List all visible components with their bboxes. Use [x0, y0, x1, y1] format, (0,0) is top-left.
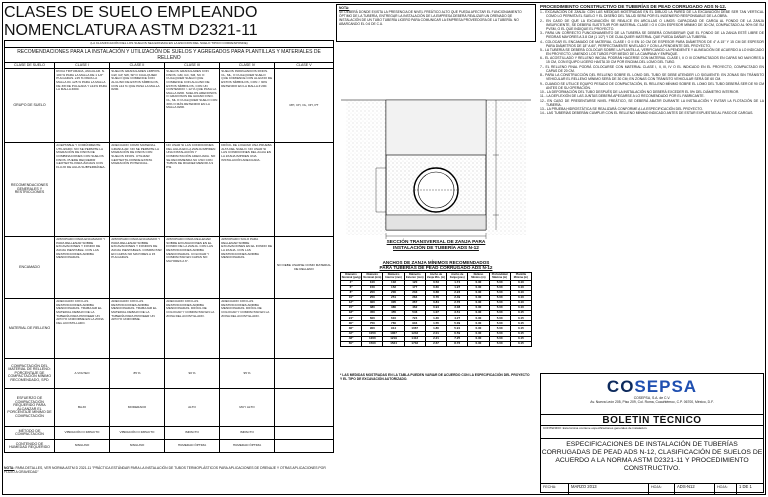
- table-cell: 0.15: [510, 326, 531, 331]
- table-cell: 2.67: [425, 341, 446, 346]
- procedure-step: 3.- PARA UN CORRECTO FUNCIONAMIENTO DE LA TUBERÍA SE DEBERÁ CONSIDERAR QUE EL FONDO DE LA ZANJA ESTÉ LIBRE DE PIEDRAS MAYORES A 3.8 CM (1 1/2") Y DE CUALQUIER MATERIAL QUE PUEDA DAÑAR LA TUBERÍA.: [540, 31, 764, 40]
- row-label: COMPACTACIÓN DEL MATERIAL DE RELLENO: PORCENTAJE DE COMPACTACIÓN MÍNIMO RECOMENDADO, SPD: [5, 359, 55, 389]
- bulletin-row: [541, 414, 763, 426]
- table-cell: 2.21: [425, 336, 446, 341]
- table-header-row: [341, 273, 532, 281]
- table-cell: 5.00: [489, 285, 510, 290]
- table-cell: 2.49: [447, 295, 468, 300]
- table-cell: 102: [383, 280, 404, 285]
- table-cell: 0.15: [510, 336, 531, 341]
- table-cell: 152: [383, 285, 404, 290]
- trench-caption-line1: SECCIÓN TRANSVERSAL DE ZANJA PARA: [386, 240, 486, 245]
- sheet-label: HOJA:: [715, 484, 737, 494]
- table-cell: 15": [341, 306, 362, 311]
- table-cell: 0.10: [510, 306, 531, 311]
- table-cell: 2.23: [447, 290, 468, 295]
- table-row: [5, 389, 334, 427]
- table-cell: 251: [383, 295, 404, 300]
- table-cell: 0.30: [468, 311, 489, 316]
- table-cell: 0.30: [468, 290, 489, 295]
- table-cell: NO DEBE USARSE COMO MATERIAL DE RELLENO: [275, 237, 334, 299]
- column-header: Ancho de Zanja (pies): [447, 273, 468, 281]
- procedure-step: 11.- LA DEFLEXIÓN DE LAS JUNTAS DEBERÁ APEGARSE A LO RECOMENDADO POR EL FABRICANTE.: [540, 94, 705, 99]
- table-cell: 5.00: [489, 306, 510, 311]
- table-cell: 48": [341, 336, 362, 341]
- table-cell: 0.30: [468, 331, 489, 336]
- table-row: [5, 440, 334, 453]
- procedure-step: 2.- EN CASO DE QUE LA EXCAVACIÓN SE REALICE EN ARCILLAS O LIMOS: CAPACIDAD DE CARGA AL FONDO DE LA ZANJA INSUFICIENTE, SE DEBERÁ SUSTITUIR POR MATERIAL CLASE I O II CON ESPESOR MÍNIMO DE 30 CM, COMPACTADO AL 90% DE SU PVSM, O EL QUE INDIQUE EL PROYECTO.: [540, 18, 764, 31]
- table-cell: APROPIADO PARA RELLENAR SOBRE EXCAVACIONES EN EL FONDO DE LA ZANJA. CON LAS RESTRICCIONES ARRIBA MENCIONADAS. COLOCAR Y COMPACTAR EN CAPAS NO MAYORES A 6".: [165, 237, 220, 299]
- table-cell: A VOLTEO: [55, 359, 110, 389]
- table-cell: SUELOS INORGANICOS FINOS. CL, ML, O CUALQUIER SUELO QUE COMIENCE CON ALGUNO DE ESTOS SÍMBOLOS, CON < 30% RETENIDO EN LA MALLA # 200.: [220, 69, 275, 143]
- table-cell: 7.25: [447, 336, 468, 341]
- trench-widths-title: [336, 260, 536, 271]
- table-cell: 0.15: [510, 341, 531, 346]
- trench-widths-note: * LAS MEDIDAS MOSTRADAS EN LA TABLA PUEDEN VARIAR DE ACUERDO CON LA ESPECIFICACIÓN DEL PROYECTO Y EL TIPO DE EXCAVACIÓN AUTORIZADO.: [340, 373, 530, 381]
- construction-procedure: [540, 4, 764, 116]
- table-cell: VIBRACIÓN O IMPACTO: [110, 427, 165, 440]
- table-cell: 200: [383, 290, 404, 295]
- row-label: ESFUERZO DE COMPACTACIÓN REQUERIDO PARA ALCANZAR EL PORCENTAJE MÍNIMO DE COMPACTACIÓN: [5, 389, 55, 427]
- sheet-description: ESPECIFICACIONES DE INSTALACIÓN DE TUBERÍAS CORRUGADAS DE PEAD ADS N-12, CLASIFICACIÓN DE SUELOS DE ACUERDO A LA NORMA ASTM D2321-11 Y PROCEDIMIENTO CONSTRUCTIVO.: [541, 439, 763, 484]
- table-cell: 12": [341, 300, 362, 305]
- column-header: Relleno Mínimo (m): [468, 273, 489, 281]
- table-cell: 0.76: [425, 295, 446, 300]
- column-header: Diámetro Nominal (pulg): [341, 273, 361, 280]
- table-cell: 455: [383, 311, 404, 316]
- water-table-note-text: SE DEBERÁ DONDE EXISTA LA PRESENCIA DE NIVEL FREÁTICO ALTO QUE PUEDA AFECTAR EL FUNCIONAMIENTO ÓPTIMO DE LA TUBERÍA, ENTREGAR LA INSTALACIÓN DE LA EMPRESA DEBERÁ REALIZAR UN DRENADO DE INSTALACIÓN DE UN TUBO TUBERÍA LIGERO PARA COMUNICAR LA EMPRESA PROVEEDORA DE LA TUBERÍA. NO ABARCANDO EL 0.6 DE C.U.: [339, 9, 522, 26]
- table-cell: APROPIADO PARA ENCAMADO Y PARA RELLENAR SOBRE EXCAVACIONES Y FONDOS DE ZANJA INESTABLES. COMPACTAR EN CAPAS NO MAYORES A 15 PULGADAS.: [110, 237, 165, 299]
- table-cell: ACEPTABLE Y COMÚNMENTE UTILIZADO. NO SE PERMITE LA MIGRACIÓN DE FINOS DE COMBINACIONES CON SUELOS FINOS. PUEDE REQUERIR GEOTEXTIL PARA ZANJAS CON FLUJO DE AGUA SUBTERRÁNEA.: [55, 143, 110, 237]
- table-cell: 200: [362, 290, 383, 295]
- table-cell: BAJO: [55, 389, 110, 427]
- table-cell: 5.00: [489, 326, 510, 331]
- procedure-step: 10.- LA DEFORMACIÓN DEL TUBO DESPUÉS DE LA INSTALACIÓN NO DEBERÁ EXCEDER EL 5% DEL DIÁMETRO INTERIOR.: [540, 89, 740, 94]
- table-cell: 5.00: [489, 336, 510, 341]
- column-header: CLASE I: [55, 62, 110, 69]
- table-cell: 1.07: [425, 311, 446, 316]
- company-logo: [541, 374, 763, 414]
- table-cell: 0.68: [425, 290, 446, 295]
- table-cell: 0.94: [425, 306, 446, 311]
- table-cell: 0.30: [468, 321, 489, 326]
- procedure-step: 8.- PARA LA CONSTRUCCIÓN DEL RELLENO SOBRE EL LOMO DEL TUBO SE DEBE ATENDER LO SIGUIENTE: EN ZONAS SIN TRÁNSITO VEHICULAR EL RELLENO MÍNIMO SERÁ DE 30 CM; EN ZONAS CON TRÁNSITO VEHICULAR SERÁ DE 60 CM.: [540, 73, 764, 82]
- procedure-step: 12.- EN CASO DE PRESENTARSE NIVEL FREÁTICO, SE DEBERÁ ABATIR DURANTE LA INSTALACIÓN Y EVITAR LA FLOTACIÓN DE LA TUBERÍA.: [540, 98, 764, 107]
- table-cell: DIFÍCIL DE LOGRAR UNA PRUEBA ALTA DEL SUELO. NO USAR SI LAS CONDICIONES DEL AGUA EN LA ZANJA IMPIDEN UNA INSTALACIÓN ADECUADA.: [220, 143, 275, 237]
- table-cell: 150: [362, 285, 383, 290]
- row-label: MÉTODO DE COMPACTACIÓN: [5, 427, 55, 440]
- table-cell: 5.00: [489, 331, 510, 336]
- table-cell: 1.74: [447, 280, 468, 285]
- table-cell: [275, 359, 334, 389]
- table-cell: 8.76: [447, 341, 468, 346]
- table-cell: MODERADO: [110, 389, 165, 427]
- company-address: Av. Nueva León 205, Piso 209, Col. Roma, Cuauhtémoc, C.P. 06700, México, D.F.: [590, 400, 714, 404]
- table-cell: 900: [362, 326, 383, 331]
- table-cell: 914: [383, 326, 404, 331]
- table-cell: 0.60: [425, 285, 446, 290]
- table-cell: 0.84: [425, 300, 446, 305]
- trench-widths-body: [341, 280, 532, 346]
- table-cell: 0.30: [468, 295, 489, 300]
- procedure-step: 5.- LA TUBERÍA SE DEBERÁ COLOCAR SOBRE LA PLANTILLA, VERIFICANDO LA PENDIENTE Y ALINEACIÓN DE ACUERDO A LO INDICADO EN PROYECTO, UNIENDO LOS TUBOS POR MEDIO DE LA CAMPANA Y EMPAQUE.: [540, 47, 764, 56]
- table-cell: HUMEDAD ÓPTIMA: [165, 440, 220, 453]
- table-cell: 1413: [404, 336, 425, 341]
- trench-section-drawing: [336, 70, 536, 240]
- table-cell: 1067: [404, 326, 425, 331]
- table-cell: ADECUADO CON LAS RESTRICCIONES ARRIBA MENCIONADAS. TRABAJAR EL MATERIAL DEBAJO DE LA TUBERÍA PARA PROVEER UN APOYO UNIFORME.: [110, 299, 165, 359]
- table-cell: 6": [341, 285, 362, 290]
- row-label: MATERIAL DE RELLENO: [5, 299, 55, 359]
- table-cell: 4": [341, 280, 362, 285]
- trench-widths-title-line1: ANCHOS DE ZANJA MÍNIMOS RECOMENDADOS: [382, 260, 490, 265]
- table-cell: 1.80: [425, 326, 446, 331]
- table-cell: 0.15: [510, 321, 531, 326]
- date-label: FECHA:: [541, 484, 569, 494]
- table-cell: 0.10: [510, 280, 531, 285]
- trench-widths-title-line2: PARA TUBERÍAS DE PEAD CORRUGADO ADS N-12: [379, 265, 493, 271]
- table-cell: 724: [404, 316, 425, 321]
- astm-note: [4, 466, 333, 474]
- table-cell: 904: [404, 321, 425, 326]
- column-header: CLASE III: [165, 62, 220, 69]
- table-cell: MH, CH, OL, OH, PT: [275, 69, 334, 143]
- water-table-note-box: [336, 4, 536, 42]
- date-value: MARZO 2013: [569, 484, 649, 494]
- table-cell: 250: [362, 295, 383, 300]
- table-cell: 1733: [404, 341, 425, 346]
- table-cell: 380: [362, 306, 383, 311]
- column-header: CLASE DE SUELO: [5, 62, 55, 69]
- table-cell: 2.01: [425, 331, 446, 336]
- table-cell: 0.53: [425, 280, 446, 285]
- table-cell: 0.30: [468, 341, 489, 346]
- table-cell: NO USAR SI LAS CONDICIONES DEL AGUA EN LA ZANJA IMPIDEN UNA INSTALACIÓN Y COMPACTACIÓN ADECUADA. NO SE RECOMIENDA SU USO CON TUBOS DE RIGIDEZ MENOR A 9 PSI.: [165, 143, 220, 237]
- table-cell: 0.30: [468, 306, 489, 311]
- table-cell: 0.10: [510, 300, 531, 305]
- table-cell: 5.00: [489, 300, 510, 305]
- table-cell: 0.30: [468, 285, 489, 290]
- table-cell: 8": [341, 290, 362, 295]
- table-cell: 42": [341, 331, 362, 336]
- table-cell: 462: [404, 306, 425, 311]
- table-cell: 30": [341, 321, 362, 326]
- table-cell: 1500: [362, 341, 383, 346]
- table-cell: 0.10: [510, 290, 531, 295]
- column-header: Diámetro Exterior (mm): [406, 273, 424, 280]
- table-cell: 0.30: [468, 280, 489, 285]
- table-cell: 5.00: [489, 311, 510, 316]
- row-label: CONTENIDO DE HUMEDAD REQUERIDO: [5, 440, 55, 453]
- table-cell: HUMEDAD ÓPTIMA: [220, 440, 275, 453]
- table-cell: 0.15: [510, 331, 531, 336]
- column-header: CLASE II: [110, 62, 165, 69]
- table-cell: SUELOS GRANULARES LIMPIOS. GW, GP, SW, SP O CUALQUIER SUELO QUE COMIENCE CON ALGUNO DE ESTOS SÍMBOLOS, CON ≤12 % QUE PASA LA MALLA #200.: [110, 69, 165, 143]
- procedure-step: 13.- LA PRUEBA HIDROSTÁTICA SE REALIZARÁ CONFORME A LA ESPECIFICACIÓN DEL PROYECTO.: [540, 107, 703, 112]
- procedure-step: 14.- LAS TUBERÍAS DEBERÁN CUMPLIR CON EL RELLENO MÍNIMO INDICADO ANTES DE ESTAR EXPUESTAS AL PASO DE CARGAS.: [540, 111, 754, 116]
- table-cell: 10": [341, 295, 362, 300]
- bulletin-title: BOLETÍN TÉCNICO: [602, 415, 702, 426]
- table-cell: ROCA TRITURADA, ANGULAR. N. 100 % PARA LA MALLA DE 1 1/2" PULGADAS. ≥15 % PARA LA MALLA #4. ≤25 % PARA LA MALLA DE 3/8 DE PULGADA Y ≤12% PARA LA MALLA #200.: [55, 69, 110, 143]
- soil-classes-title: CLASES DE SUELO EMPLEANDO NOMENCLATURA ASTM D2321-11: [4, 4, 258, 39]
- table-cell: 177: [404, 285, 425, 290]
- table-cell: 1243: [404, 331, 425, 336]
- sheet-value: 1 DE 1: [739, 484, 752, 489]
- water-table-note: [336, 4, 536, 42]
- table-cell: 18": [341, 311, 362, 316]
- table-cell: 750: [362, 321, 383, 326]
- table-cell: 367: [404, 300, 425, 305]
- table-cell: 380: [383, 306, 404, 311]
- astm-note-title: NOTA:: [4, 466, 15, 470]
- table-cell: MUY ALTO: [220, 389, 275, 427]
- table-header-row: [5, 62, 334, 69]
- procedure-step: 4.- COLOCAR EL ENCAMADO DE MATERIAL CLASE I O II EN 10 CM DE ESPESOR PARA DIÁMETROS DE 4" A 15" Y 15 CM DE ESPESOR PARA DIÁMETROS DE 18" A 60", PERFECTAMENTE NIVELADO Y CON LA PENDIENTE DEL PROYECTO.: [540, 39, 764, 48]
- table-cell: 610: [383, 316, 404, 321]
- column-header: Profundidad Máxima (m): [489, 273, 510, 281]
- table-row: [5, 359, 334, 389]
- table-cell: [275, 389, 334, 427]
- column-header: Diámetro Interior (mm): [383, 273, 404, 281]
- soil-classes-section: [4, 4, 333, 453]
- procedure-step: 1.- EXCAVACIÓN DE ZANJA: CON LAS MEDIDAS MOSTRADAS EN EL DIBUJO LA PARED DE LA EXCAVACIÓN DEBE SER TAN VERTICAL COMO LO PERMITA EL SUELO Y EL DISEÑO DEL TALUD SERÁ POR EL INGENIERO RESPONSABLE DE LA OBRA.: [540, 10, 764, 19]
- table-cell: IMPACTO: [220, 427, 275, 440]
- table-cell: IMPACTO: [165, 427, 220, 440]
- table-row: [5, 299, 334, 359]
- table-row: [5, 143, 334, 237]
- table-cell: 6.59: [447, 331, 468, 336]
- table-cell: 284: [404, 295, 425, 300]
- table-cell: 5.00: [489, 295, 510, 300]
- table-cell: 85 %: [110, 359, 165, 389]
- table-cell: 0.15: [510, 311, 531, 316]
- table-cell: NINGUNO: [110, 440, 165, 453]
- column-header: CLASE V: [275, 62, 334, 69]
- column-header: CLASE IV: [220, 62, 275, 69]
- column-header: Ancho de Zanja Mín. (m): [426, 273, 446, 280]
- table-cell: 0.30: [468, 300, 489, 305]
- table-cell: 1524: [383, 341, 404, 346]
- table-cell: 546: [404, 311, 425, 316]
- table-cell: NINGUNO: [55, 440, 110, 453]
- table-cell: APROPIADO PARA ENCAMADO Y PARA RELLENAR SOBRE EXCAVACIONES Y FONDO DE ZANJA INESTABLE. CON LAS RESTRICCIONES ARRIBA MENCIONADAS.: [55, 237, 110, 299]
- table-cell: ADECUADO COMO MATERIAL GRANULAR. NO SE PERMITE LA MIGRACIÓN DE FINOS CON SUELOS FINOS. UTILIZAR GEOTEXTIL DONDE EXISTA MIGRACIÓN POTENCIAL.: [110, 143, 165, 237]
- table-cell: SUELOS GRANULARES CON FINOS. GM, GC, SM, SC O CUALQUIER SUELO QUE COMIENCE CON ALGUNO DE ESTOS SÍMBOLOS, CON UN CONTENIDO > 12 % QUE PASA LA MALLA #200. SUELOS ARENOSOS O GRAVOSOS DE GRANO FINO. CL, ML O CUALQUIER SUELO CON 30% O MÁS RETENIDO EN LA MALLA #200.: [165, 69, 220, 143]
- table-cell: [275, 427, 334, 440]
- table-cell: 60": [341, 341, 362, 346]
- contents-info: CONTENIDO: Esta lámina contiene especificaciones generales de instalación.: [541, 426, 763, 439]
- table-cell: 5.91: [447, 326, 468, 331]
- table-cell: 5.00: [489, 290, 510, 295]
- table-cell: 36": [341, 326, 362, 331]
- table-row: [5, 69, 334, 143]
- trench-caption-line2: INSTALACIÓN DE TUBERÍA ADS N-12: [393, 245, 479, 251]
- code-label: HOJA:: [649, 484, 675, 494]
- table-row: [341, 341, 532, 346]
- table-cell: 95 %: [220, 359, 275, 389]
- table-cell: 2.76: [447, 300, 468, 305]
- table-cell: 0.30: [468, 326, 489, 331]
- table-cell: [275, 440, 334, 453]
- table-cell: 1050: [362, 331, 383, 336]
- table-cell: 0.30: [468, 316, 489, 321]
- table-cell: 1067: [383, 331, 404, 336]
- table-cell: 5.00: [489, 316, 510, 321]
- table-cell: 600: [362, 316, 383, 321]
- table-cell: 5.00: [489, 321, 510, 326]
- table-cell: 300: [362, 300, 383, 305]
- table-cell: 3.51: [447, 311, 468, 316]
- table-row: [5, 237, 334, 299]
- table-cell: [275, 143, 334, 237]
- company-name: COSEPSA, S.A. de C.V.: [633, 396, 671, 400]
- table-cell: 0.15: [510, 316, 531, 321]
- table-cell: 1.30: [425, 316, 446, 321]
- procedure-steps: [540, 10, 764, 115]
- table-cell: 305: [383, 300, 404, 305]
- table-cell: 1.55: [425, 321, 446, 326]
- row-label: ENCAMADO: [5, 237, 55, 299]
- table-cell: ADECUADO CON LAS RESTRICCIONES ARRIBA MENCIONADAS. DIFÍCIL DE COLOCAR Y COMPACTAR EN LA ZONA DEL ACOSTILLADO.: [165, 299, 220, 359]
- table-cell: 120: [404, 280, 425, 285]
- table-cell: 0.30: [468, 336, 489, 341]
- row-label: RECOMENDACIONES GENERALES Y RESTRICCIONES: [5, 143, 55, 237]
- table-cell: ADECUADO CON LAS RESTRICCIONES ARRIBA MENCIONADAS. TRABAJAR EL MATERIAL DEBAJO DE LA TUBERÍA PARA PROVEER UN APOYO UNIFORME EN LA ZONA DEL ACOSTILLADO.: [55, 299, 110, 359]
- procedure-title: PROCEDIMIENTO CONSTRUCTIVO DE TUBERÍAS DE PEAD CORRUGADO ADS N-12.: [540, 4, 727, 9]
- trench-widths-table: [340, 272, 532, 347]
- table-cell: [275, 299, 334, 359]
- row-label: GRUPO DE SUELO: [5, 69, 55, 143]
- table-cell: 233: [404, 290, 425, 295]
- table-cell: 4.27: [447, 316, 468, 321]
- table-cell: 5.00: [489, 280, 510, 285]
- logo-wordmark: COSEPSA: [606, 377, 698, 396]
- title-block: [540, 373, 764, 493]
- water-table-note-title: NOTA:: [339, 6, 350, 10]
- table-cell: VIBRACIÓN O IMPACTO: [55, 427, 110, 440]
- title-block-footer: [541, 484, 763, 494]
- column-header: Plantilla Mínima (m): [510, 273, 531, 281]
- table-cell: 1.97: [447, 285, 468, 290]
- astm-note-text: PARA DETALLES, VER NORMA ASTM D 2321-11 "PRÁCTICA ESTÁNDAR PARA LA INSTALACIÓN DE TUBOS TERMOPLÁSTICOS PARA APLICACIONES DE DRENAJE Y OTRAS APLICACIONES POR FLUJO A GRAVEDAD": [4, 466, 326, 474]
- table-cell: ALTO: [165, 389, 220, 427]
- table-cell: ADECUADO CON LAS RESTRICCIONES ARRIBA MENCIONADAS. DIFÍCIL DE COLOCAR Y COMPACTAR EN LA ZONA DEL ACOSTILLADO.: [220, 299, 275, 359]
- table-cell: 100: [362, 280, 383, 285]
- table-cell: 5.09: [447, 321, 468, 326]
- recommendations-title: RECOMENDACIONES PARA LA INSTALACIÓN Y UTILIZACIÓN DE SUELOS Y AGREGADOS PARA PLANTILLAS Y MATERIALES DE RELLENO: [5, 47, 334, 62]
- soil-classes-subtitle: (LA CLASIFICACIÓN DEL LOS SUELOS SEA EFINADA EN LA ESCCION DEL SUELO TIPICO CORRESPONDE): [5, 41, 334, 48]
- table-row: [5, 427, 334, 440]
- table-cell: 24": [341, 316, 362, 321]
- procedure-step: 7.- EL RELLENO FINAL PODRÁ COLOCARSE CON MATERIAL CLASE I, II, III, IV O EL INDICADO EN EL PROYECTO, COMPACTADO EN CAPAS DE 20 CM.: [540, 64, 764, 73]
- soil-classes-table: [4, 40, 334, 453]
- table-cell: 0.10: [510, 295, 531, 300]
- table-cell: 5.00: [489, 341, 510, 346]
- table-cell: 3.08: [447, 306, 468, 311]
- table-cell: 0.10: [510, 285, 531, 290]
- trench-section-caption: [336, 240, 536, 251]
- table-cell: 760: [383, 321, 404, 326]
- procedure-step: 6.- EL ACOSTILLADO Y RELLENO INICIAL PODRÁN HACERSE CON MATERIAL CLASE I, II O III COMPACTADOS EN CAPAS NO MAYORES A 15 CM, CON EQUIPO LIGERO HASTA 30 CM POR ENCIMA DEL LOMO DEL TUBO.: [540, 56, 764, 65]
- table-cell: 90 %: [165, 359, 220, 389]
- code-value: ADS-N12: [675, 484, 715, 494]
- table-cell: 450: [362, 311, 383, 316]
- table-cell: 1219: [383, 336, 404, 341]
- column-header: Diámetro Nominal (mm): [363, 273, 382, 280]
- table-cell: APROPIADO SOLO PARA RELLENAR SOBRE EXCAVACIONES EN EL FONDO DE LA ZANJA. CON LAS RESTRICCIONES ARRIBA MENCIONADAS.: [220, 237, 275, 299]
- table-cell: 1200: [362, 336, 383, 341]
- procedure-step: 9.- CUANDO SE UTILICE EQUIPO PESADO DE COMPACTACIÓN, EL RELLENO MÍNIMO SOBRE EL LOMO DEL TUBO DEBERÁ SER DE 90 CM ANTES DE SU OPERACIÓN.: [540, 81, 765, 90]
